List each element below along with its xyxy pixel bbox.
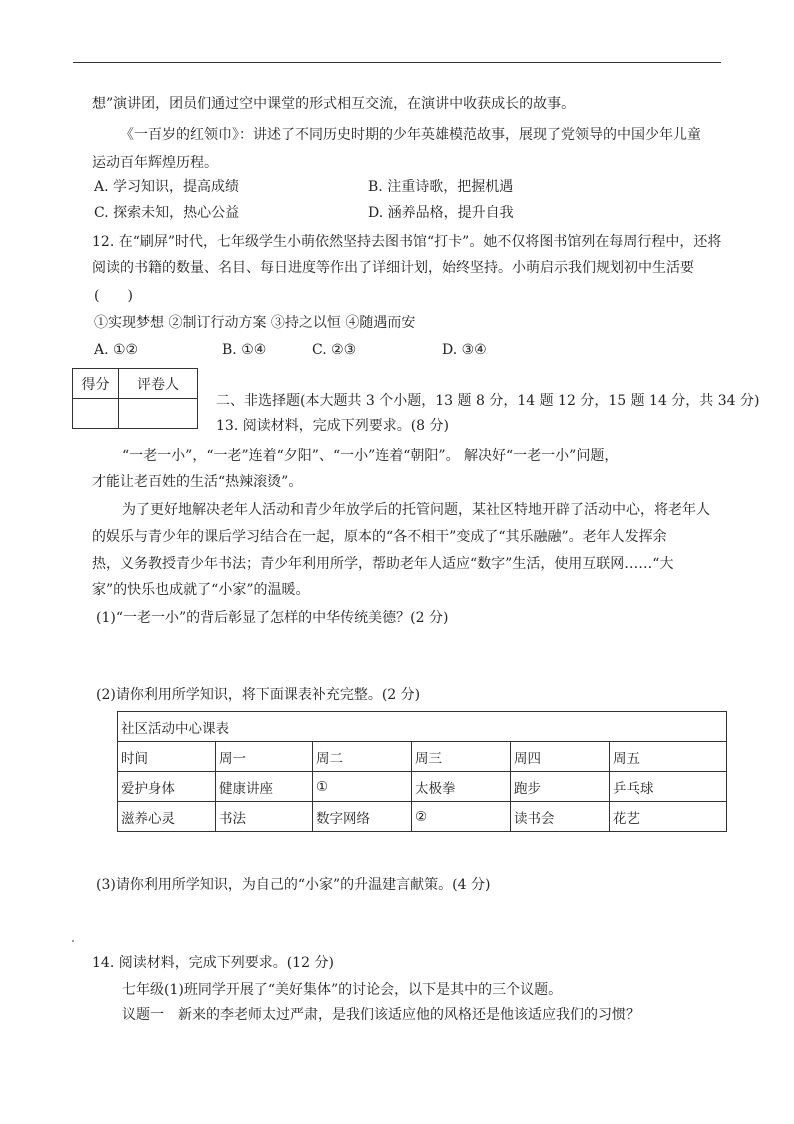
question-12: 12. 在“刷屏”时代，七年级学生小萌依然坚持去图书馆“打卡”。她不仅将图书馆列在每周行程中，还将 xyxy=(92,234,722,250)
schedule-table xyxy=(117,711,727,832)
option-b: B. ①④ xyxy=(222,342,267,358)
table-row xyxy=(118,802,727,832)
table-header: 时间 xyxy=(118,742,216,772)
schedule-title: 社区活动中心课表 xyxy=(118,712,727,742)
table-cell: 读书会 xyxy=(511,802,610,832)
table-cell-blank-2: ② xyxy=(412,802,511,832)
section-heading: 二、非选择题(本大题共 3 个小题，13 题 8 分，14 题 12 分，15 题 14 分，共 34 分) xyxy=(216,393,760,409)
option-a: A. 学习知识，提高成绩 xyxy=(94,179,240,195)
text-line: “一老一小”，“一老”连着“夕阳”、“一小”连着“朝阳”。 解决好“一老一小”问题， xyxy=(122,448,619,464)
table-cell: 跑步 xyxy=(511,772,610,802)
table-cell: 花艺 xyxy=(610,802,727,832)
table-row xyxy=(118,772,727,802)
text-line: 才能让老百姓的生活“热辣滚烫”。 xyxy=(92,474,303,490)
text-line: 热，义务教授青少年书法；青少年利用所学，帮助老年人适应“数字”生活，使用互联网……“大 xyxy=(92,556,674,572)
table-cell: 太极拳 xyxy=(412,772,511,802)
text-line: 《一百岁的红领巾》：讲述了不同历史时期的少年英雄模范故事，展现了党领导的中国少年儿童 xyxy=(120,127,701,143)
table-cell: 书法 xyxy=(216,802,313,832)
text-line: 七年级(1)班同学开展了“美好集体”的讨论会，以下是其中的三个议题。 xyxy=(122,982,563,998)
table-header: 周三 xyxy=(412,742,511,772)
table-header: 周二 xyxy=(313,742,412,772)
sub-question-1: (1)“一老一小”的背后彰显了怎样的中华传统美德？(2 分) xyxy=(96,610,449,626)
text-line: 想”演讲团，团员们通过空中课堂的形式相互交流，在演讲中收获成长的故事。 xyxy=(92,96,576,112)
score-box xyxy=(72,368,198,429)
table-cell-blank-1: ① xyxy=(313,772,412,802)
answer-bracket: ( ) xyxy=(94,288,133,304)
text-line: 运动百年辉煌历程。 xyxy=(92,155,218,171)
score-cell[interactable] xyxy=(73,399,119,429)
table-header-row xyxy=(118,742,727,772)
question-14-title: 14. 阅读材料，完成下列要求。(12 分) xyxy=(92,955,334,971)
text-line: 家”的快乐也成就了“小家”的温暖。 xyxy=(92,582,310,598)
table-header: 周四 xyxy=(511,742,610,772)
text-line: 为了更好地解决老年人活动和青少年放学后的托管问题，某社区特地开辟了活动中心，将老年人 xyxy=(122,502,710,518)
table-cell: 乒乓球 xyxy=(610,772,727,802)
table-cell: 数字网络 xyxy=(313,802,412,832)
scan-speck xyxy=(72,940,74,942)
table-header: 周一 xyxy=(216,742,313,772)
text-line: 的娱乐与青少年的课后学习结合在一起，原本的“各不相干”变成了“其乐融融”。老年人发挥余 xyxy=(92,529,667,545)
table-header: 周五 xyxy=(610,742,727,772)
table-cell: 爱护身体 xyxy=(118,772,216,802)
header-rule xyxy=(73,62,721,63)
text-line: 阅读的书籍的数量、名目、每日进度等作出了详细计划，始终坚持。小萌启示我们规划初中生活要 xyxy=(92,260,694,276)
option-b: B. 注重诗歌，把握机遇 xyxy=(368,179,514,195)
option-c: C. ②③ xyxy=(312,342,357,358)
score-label: 得分 xyxy=(73,369,119,399)
text-line: 议题一 新来的李老师太过严肃，是我们该适应他的风格还是他该适应我们的习惯？ xyxy=(122,1007,640,1023)
question-12-statements: ①实现梦想 ②制订行动方案 ③持之以恒 ④随遇而安 xyxy=(94,315,416,331)
sub-question-3: (3)请你利用所学知识，为自己的“小家”的升温建言献策。(4 分) xyxy=(96,877,491,893)
option-d: D. ③④ xyxy=(442,342,487,358)
table-cell: 健康讲座 xyxy=(216,772,313,802)
sub-question-2: (2)请你利用所学知识，将下面课表补充完整。(2 分) xyxy=(96,687,421,703)
option-a: A. ①② xyxy=(94,342,139,358)
grader-label: 评卷人 xyxy=(119,369,198,399)
question-13-title: 13. 阅读材料，完成下列要求。(8 分) xyxy=(216,418,449,434)
table-cell: 滋养心灵 xyxy=(118,802,216,832)
option-c: C. 探索未知，热心公益 xyxy=(94,205,240,221)
option-d: D. 涵养品格，提升自我 xyxy=(368,205,514,221)
grader-cell[interactable] xyxy=(119,399,198,429)
